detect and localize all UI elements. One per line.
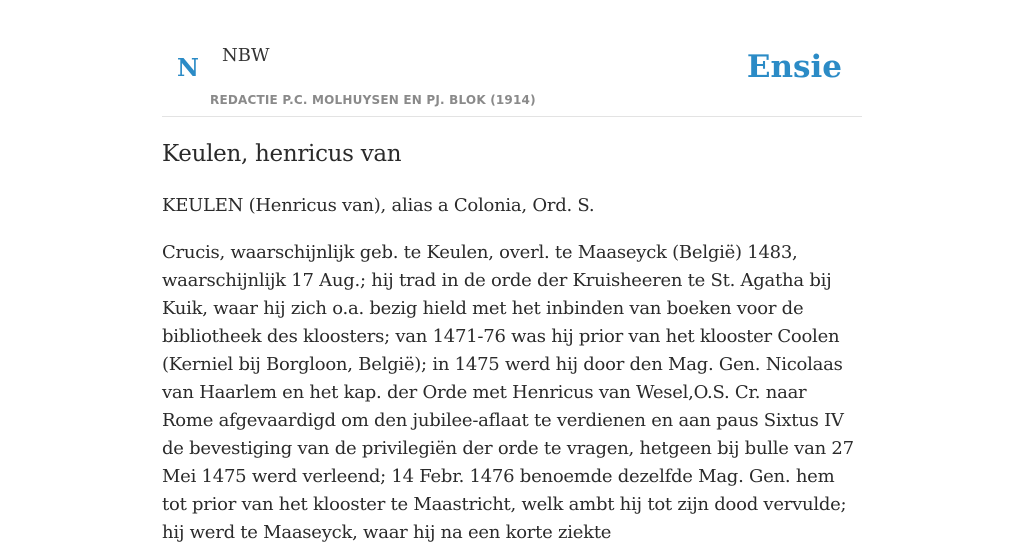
article-lead-paragraph: KEULEN (Henricus van), alias a Colonia, Ord. S.	[162, 195, 595, 216]
article	[162, 138, 862, 547]
article-title: Keulen, henricus van	[162, 141, 402, 167]
source-logo-icon[interactable]: N	[177, 53, 199, 82]
article-body-paragraph: Crucis, waarschijnlijk geb. te Keulen, overl. te Maaseyck (België) 1483, waarschijnlijk 17 Aug.; hij trad in de orde der Kruisheeren te St. Agatha bij Kuik, waar hij zich o.a. bezig hield met het inbinden van boeken voor de bibliotheek des kloosters; van 1471-76 was hij prior van het klooster Coolen (Kerniel bij Borgloon, België); in 1475 werd hij door den Mag. Gen. Nicolaas van Haarlem en het kap. der Orde met Henricus van Wesel,O.S. Cr. naar Rome afgevaardigd om den jubilee-aflaat te verdienen en aan paus Sixtus IV de bevestiging van de privilegiën der orde te vragen, hetgeen bij bulle van 27 Mei 1475 werd verleend; 14 Febr. 1476 benoemde dezelfde Mag. Gen. hem tot prior van het klooster te Maastricht, welk ambt hij tot zijn dood vervulde; hij werd te Maaseyck, waar hij na een korte ziekte	[162, 242, 854, 543]
source-title[interactable]: NBW	[222, 45, 270, 66]
brand-logo[interactable]: Ensie	[746, 49, 842, 85]
source-subtitle: REDACTIE P.C. MOLHUYSEN EN PJ. BLOK (1914)	[210, 93, 536, 107]
site-header	[162, 0, 862, 117]
